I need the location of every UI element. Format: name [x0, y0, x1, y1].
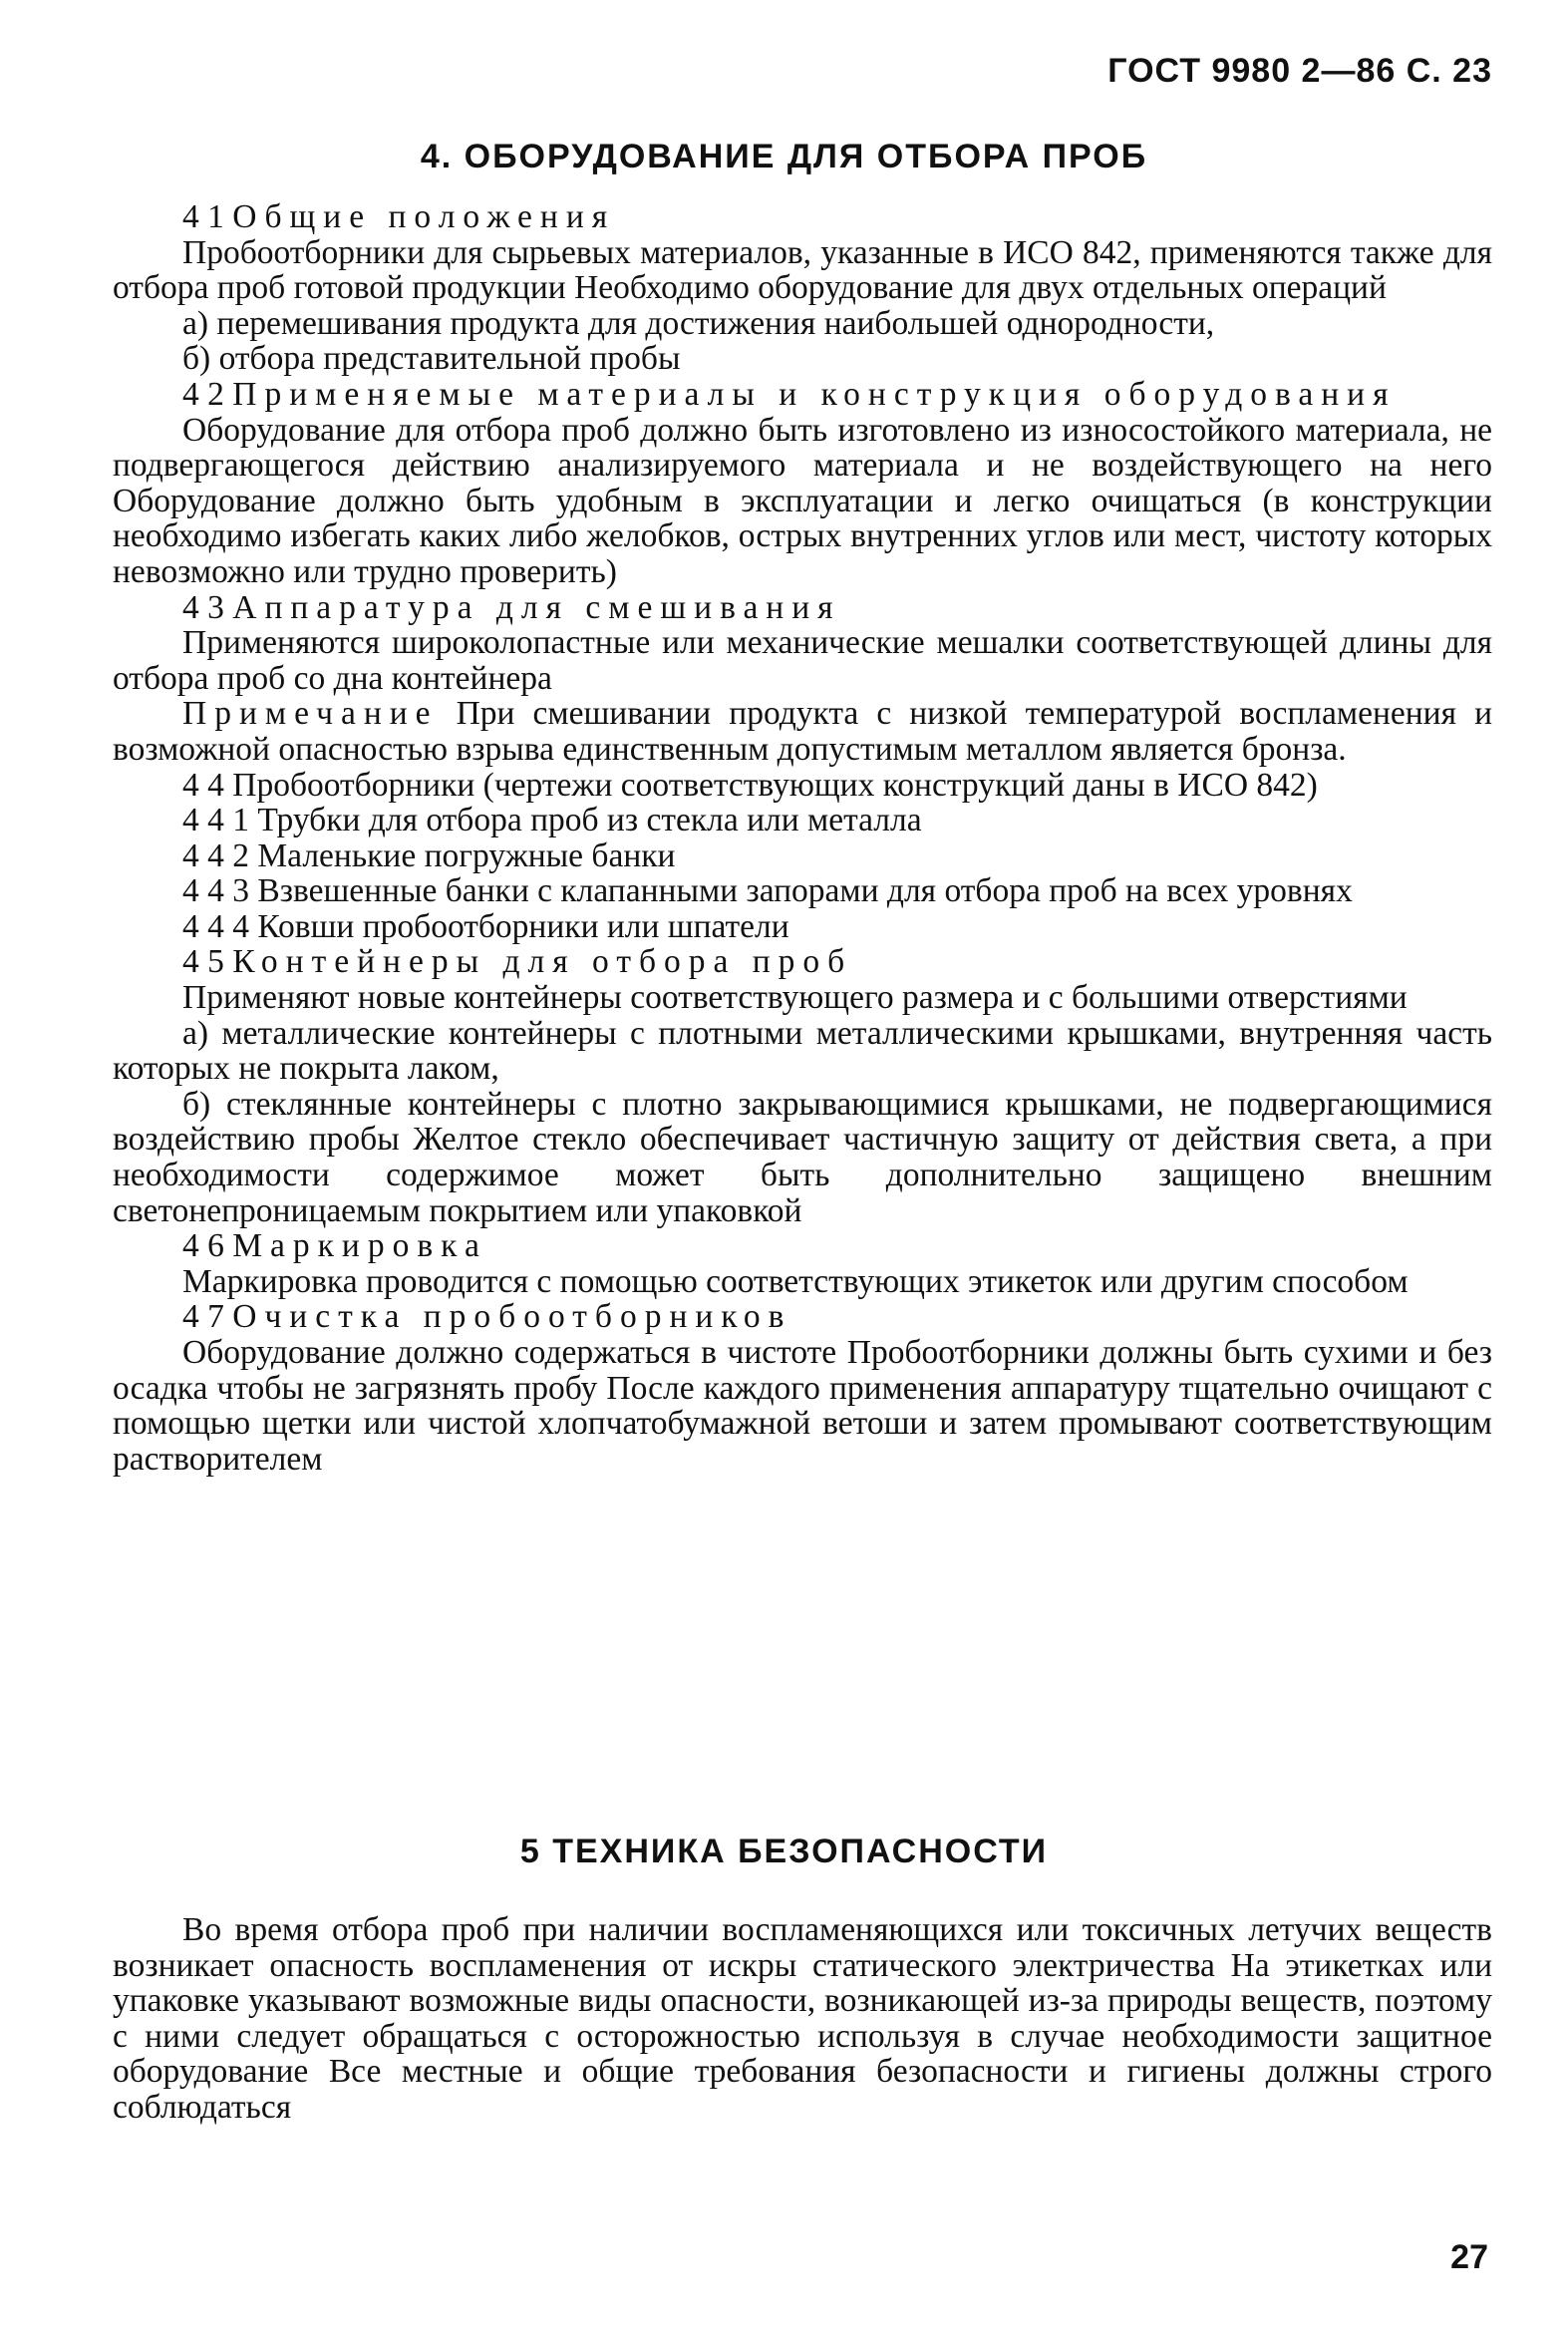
- list-item: а) перемешивания продукта для достижения наибольшей однородности,: [182, 304, 1215, 342]
- clause-number: 4 3: [182, 588, 224, 626]
- section-5-title: 5 ТЕХНИКА БЕЗОПАСНОСТИ: [519, 1833, 1049, 1870]
- subsection-4-6-heading: [113, 1228, 1492, 1264]
- clause-title: Контейнеры для отбора проб: [232, 943, 853, 981]
- clause-number: 4 6: [182, 1227, 224, 1265]
- note-label: Примечание: [182, 695, 439, 733]
- clause-number: 4 1: [182, 198, 224, 235]
- paragraph: Пробоотборники для сырьевых материалов, указанные в ИСО 842, применяются также для отбора проб готовой продукции Необходимо оборудование для двух отдельных операций: [113, 233, 1492, 307]
- paragraph: Применяются широколопастные или механические мешалки соответствующей длины для отбора проб со дна контейнера: [113, 624, 1492, 697]
- subsection-4-1-heading: [113, 199, 1492, 235]
- clause-title: Аппаратура для смешивания: [232, 588, 841, 626]
- note-text: При смешивании продукта с низкой температурой воспламенения и возможной опасностью взрыва единственным допустимым металлом является бронза.: [113, 695, 1493, 768]
- list-item: а) металлические контейнеры с плотными металлическими крышками, внутренняя часть которых не покрыта лаком,: [113, 1014, 1492, 1088]
- subsection-4-3-heading: [113, 590, 1492, 626]
- section-5-body: [113, 1912, 1492, 2126]
- paragraph: Во время отбора проб при наличии воспламеняющихся или токсичных летучих веществ возникает опасность воспламенения от искры статического электричества На этикетках или упаковке указывают возможные виды опасности, возникающей из-за природы веществ, поэтому с ними следует обращаться с осторожностью используя в случае необходимости защитное оборудование Все местные и общие требования безопасности и гигиены должны строго соблюдаться: [113, 1911, 1492, 2126]
- page-header: ГОСТ 9980 2—86 С. 23: [1107, 52, 1492, 90]
- list-item: 4 4 3 Взвешенные банки с клапанными запорами для отбора проб на всех уровнях: [182, 872, 1353, 910]
- list-item: 4 4 1 Трубки для отбора проб из стекла или металла: [182, 802, 922, 839]
- subsection-4-4-heading: 4 4 Пробоотборники (чертежи соответствующих конструкций даны в ИСО 842): [182, 766, 1318, 804]
- note: [113, 696, 1492, 767]
- list-item: б) стеклянные контейнеры с плотно закрывающимися крышками, не подвергающимися воздействию пробы Желтое стекло обеспечивает частичную защиту от действия света, а при необходимости содержимое может быть дополнительно защищено внешним светонепроницаемым покрытием или упаковкой: [113, 1085, 1492, 1229]
- clause-number: 4 2: [182, 375, 224, 413]
- paragraph: Применяют новые контейнеры соответствующего размера и с большими отверстиями: [182, 979, 1408, 1017]
- clause-number: 4 5: [182, 943, 224, 981]
- section-4-body: [113, 199, 1492, 1477]
- section-4-title: 4. ОБОРУДОВАНИЕ ДЛЯ ОТБОРА ПРОБ: [420, 138, 1148, 175]
- subsection-4-7-heading: [113, 1299, 1492, 1335]
- list-item: 4 4 4 Ковши пробоотборники или шпатели: [182, 907, 789, 945]
- subsection-4-2-heading: [113, 377, 1492, 413]
- paragraph: Маркировка проводится с помощью соответствующих этикеток или другим способом: [182, 1262, 1409, 1300]
- subsection-4-5-heading: [113, 944, 1492, 980]
- paragraph: Оборудование должно содержаться в чистоте Пробоотборники должны быть сухими и без осадка чтобы не загрязнять пробу После каждого применения аппаратуру тщательно очищают с помощью щетки или чистой хлопчатобумажной ветоши и затем промывают соответствующим растворителем: [113, 1334, 1492, 1478]
- list-item: 4 4 2 Маленькие погружные банки: [182, 836, 676, 874]
- clause-title: Маркировка: [232, 1227, 487, 1265]
- list-item: б) отбора представительной пробы: [182, 340, 681, 378]
- clause-number: 4 7: [182, 1298, 224, 1336]
- clause-title: Очистка пробоотборников: [232, 1298, 792, 1336]
- clause-title: Общие положения: [232, 198, 616, 235]
- paragraph: Оборудование для отбора проб должно быть изготовлено из износостойкого материала, не подвергающегося действию анализируемого материала и не воздействующего на него Оборудование должно быть удобным в эксплуатации и легко очищаться (в конструкции необходимо избегать каких либо желобков, острых внутренних углов или мест, чистоту которых невозможно или трудно проверить): [113, 411, 1492, 590]
- clause-title: Применяемые материалы и конструкция оборудования: [232, 375, 1397, 413]
- page-number: 27: [1450, 2238, 1488, 2276]
